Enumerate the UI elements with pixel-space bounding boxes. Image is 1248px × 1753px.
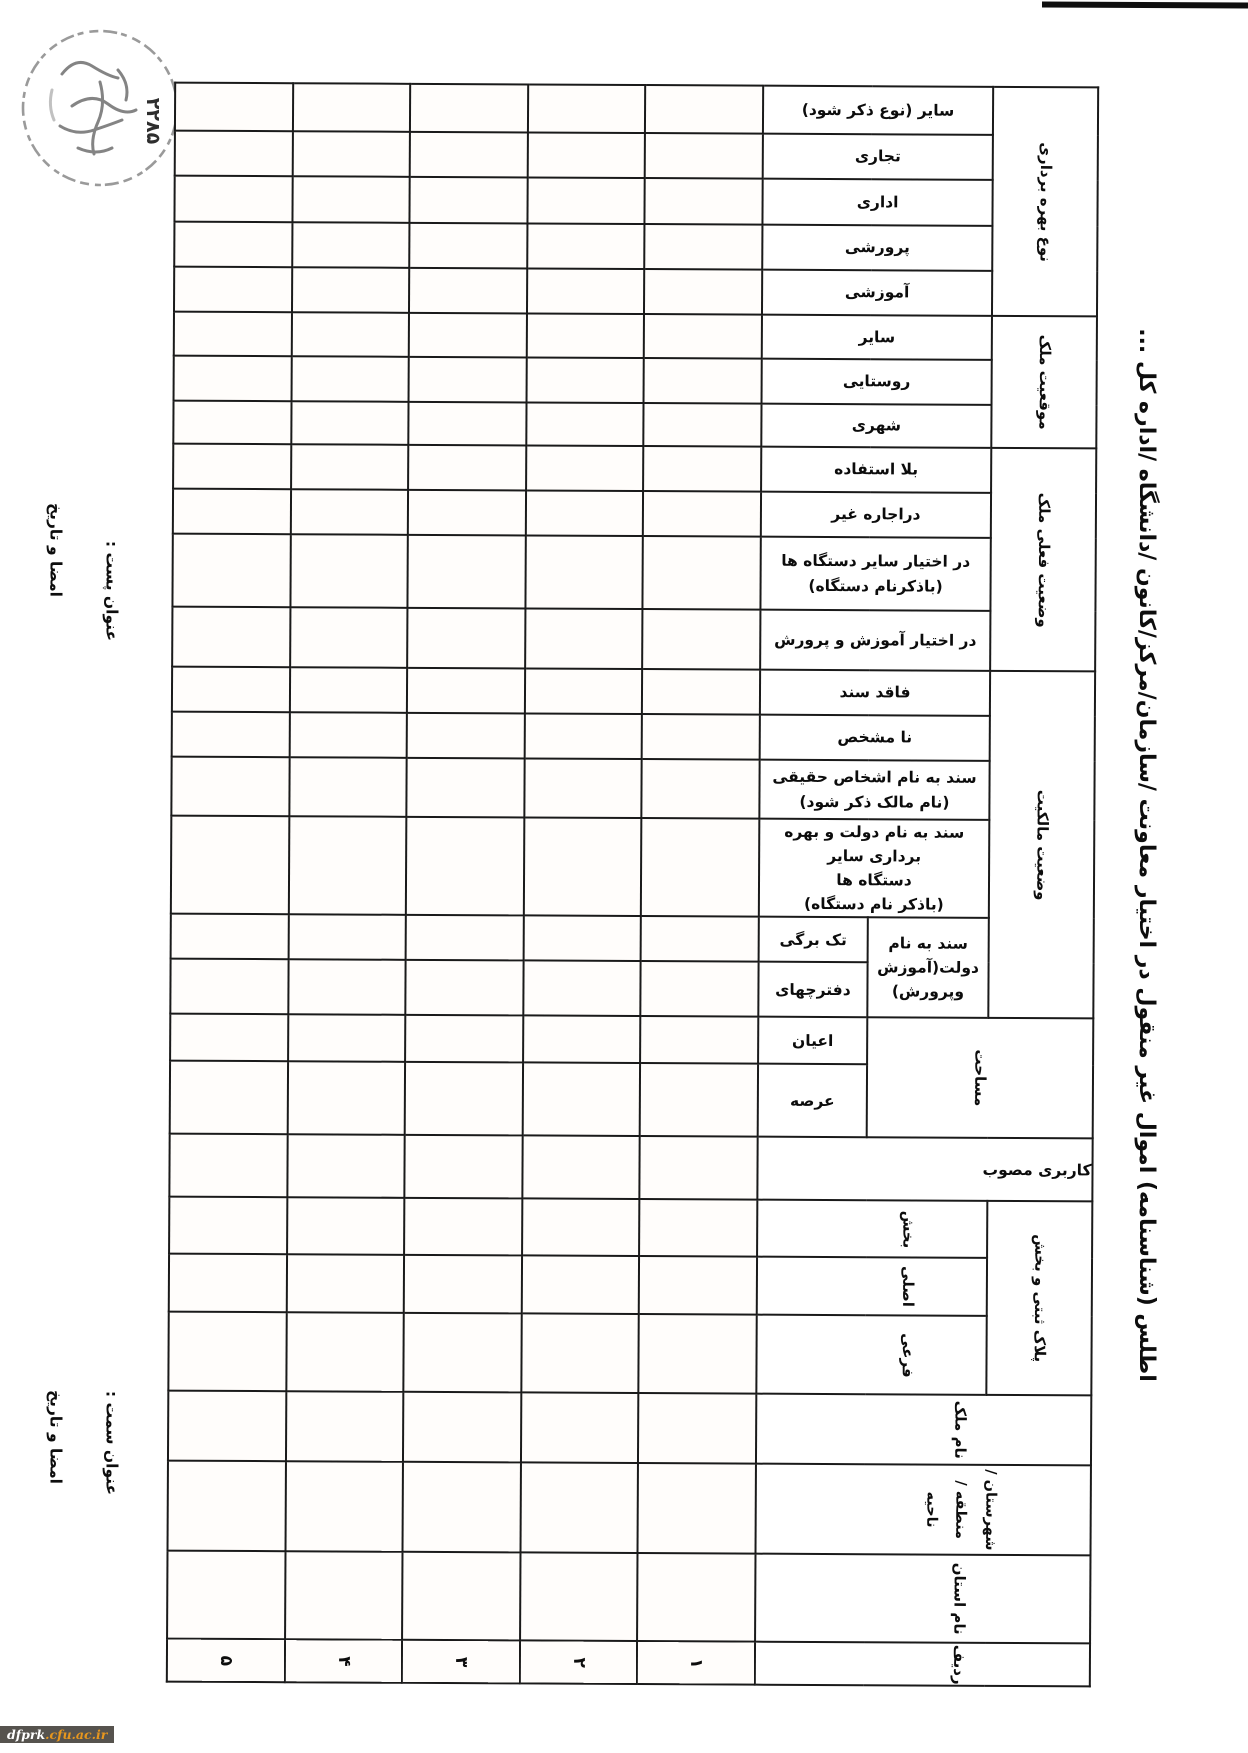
label-usage-commercial bbox=[763, 134, 993, 180]
data-cell bbox=[292, 176, 409, 223]
data-cell bbox=[405, 1062, 523, 1136]
watermark bbox=[0, 1726, 114, 1743]
row-location-urban bbox=[173, 401, 1096, 449]
data-cell bbox=[408, 445, 526, 491]
data-cell bbox=[286, 1391, 403, 1462]
data-cell bbox=[645, 133, 763, 179]
label-text: سند به نام اشخاص حقیقی (نام مالک ذکر شود) bbox=[772, 768, 977, 812]
data-cell bbox=[522, 1135, 639, 1199]
data-cell bbox=[640, 1063, 758, 1137]
data-cell bbox=[638, 1393, 756, 1464]
row-usage-commercial bbox=[175, 131, 1098, 181]
label-text: سند به نام دولت و بهره برداری سایر دستگاه ها (باذکر نام دستگاه) bbox=[784, 822, 965, 914]
group-label-text: وضعیت فعلی ملک bbox=[1034, 492, 1053, 628]
data-cell bbox=[407, 668, 525, 714]
row-approved-use bbox=[169, 1134, 1092, 1202]
label-location-rural bbox=[762, 359, 992, 405]
data-cell bbox=[520, 1552, 637, 1641]
data-cell bbox=[168, 1391, 286, 1462]
label-text: فرعی bbox=[898, 1332, 917, 1378]
data-cell bbox=[526, 402, 643, 446]
label-text: بلا استفاده bbox=[834, 460, 919, 479]
row-province bbox=[167, 1551, 1090, 1644]
data-cell bbox=[293, 83, 410, 132]
data-cell bbox=[404, 1135, 522, 1199]
label-status-other-agencies bbox=[760, 537, 990, 611]
data-cell bbox=[172, 607, 290, 668]
row-location-rural bbox=[174, 356, 1097, 406]
label-usage-administrative bbox=[762, 179, 992, 226]
label-property-name bbox=[756, 1394, 1091, 1466]
label-text: در اختیار آموزش و پرورش bbox=[774, 630, 977, 650]
row-number: ۵ bbox=[216, 1655, 237, 1666]
data-cell bbox=[289, 816, 407, 915]
data-cell bbox=[169, 1254, 287, 1313]
data-cell bbox=[644, 224, 762, 270]
data-cell bbox=[409, 357, 527, 403]
label-text: اداری bbox=[856, 193, 899, 212]
row-status-unused bbox=[173, 444, 1096, 494]
approver-sign-text: امضا و تاریخ bbox=[46, 503, 65, 597]
data-cell bbox=[288, 959, 405, 1015]
data-cell bbox=[291, 401, 408, 445]
label-text: بخش bbox=[899, 1210, 918, 1248]
data-cell bbox=[175, 83, 293, 132]
data-cell bbox=[524, 758, 641, 818]
group-location bbox=[991, 316, 1097, 449]
row-number: ۳ bbox=[451, 1656, 472, 1667]
label-text: اصلی bbox=[899, 1265, 918, 1308]
data-cell bbox=[527, 313, 644, 358]
group-label-text: پلاک ثبتی و بخش bbox=[1030, 1234, 1049, 1363]
data-cell bbox=[287, 1197, 404, 1255]
data-cell bbox=[522, 1198, 639, 1256]
data-cell bbox=[290, 712, 407, 758]
preparer-post-text: عنوان سمت : bbox=[102, 1390, 121, 1495]
data-cell bbox=[410, 84, 528, 133]
data-cell bbox=[289, 757, 406, 817]
data-cell bbox=[641, 759, 759, 819]
label-usage-pedagogical bbox=[762, 225, 992, 271]
data-cell bbox=[174, 356, 292, 402]
data-cell bbox=[527, 223, 644, 269]
data-cell bbox=[170, 1014, 288, 1062]
data-cell bbox=[167, 1551, 285, 1640]
group-label-text: وضعیت مالکیت bbox=[1032, 789, 1052, 901]
data-cell bbox=[174, 176, 292, 223]
data-cell bbox=[402, 1552, 520, 1641]
row-number: ۱ bbox=[686, 1657, 707, 1669]
row-usage-other bbox=[175, 83, 1098, 136]
data-cell bbox=[293, 131, 410, 177]
data-cell bbox=[640, 961, 758, 1017]
data-cell bbox=[526, 490, 643, 536]
data-cell bbox=[291, 444, 408, 490]
data-cell bbox=[639, 1199, 757, 1257]
data-cell bbox=[173, 444, 291, 490]
data-cell bbox=[409, 177, 527, 224]
data-cell bbox=[403, 1462, 521, 1553]
data-cell bbox=[169, 1134, 287, 1198]
data-cell bbox=[637, 1463, 755, 1554]
label-usage-educational bbox=[762, 270, 992, 316]
data-cell bbox=[286, 1312, 403, 1392]
data-cell bbox=[290, 534, 407, 608]
data-cell bbox=[171, 914, 289, 960]
row-number: ۲ bbox=[568, 1657, 589, 1668]
data-cell bbox=[292, 222, 409, 268]
label-text: سند به نام دولت(آموزش وپرورش) bbox=[877, 934, 980, 1001]
data-cell bbox=[406, 758, 524, 818]
row-property-name bbox=[168, 1391, 1091, 1466]
data-cell bbox=[643, 446, 761, 492]
row-ownership-single-sheet bbox=[171, 914, 1094, 964]
preparer-post-label bbox=[96, 1390, 126, 1495]
data-cell bbox=[403, 1392, 521, 1463]
label-text: سایر bbox=[858, 328, 896, 347]
data-cell bbox=[525, 713, 642, 759]
group-area bbox=[867, 1017, 1094, 1138]
data-cell bbox=[524, 915, 641, 961]
label-plate-bakhsh bbox=[757, 1200, 987, 1258]
data-cell bbox=[641, 916, 759, 962]
data-cell bbox=[643, 491, 761, 537]
approver-post-text: عنوان پست : bbox=[102, 540, 121, 641]
data-cell bbox=[408, 402, 526, 446]
label-text: سایر (نوع ذکر شود) bbox=[801, 100, 955, 120]
data-cell bbox=[527, 177, 644, 224]
label-text: شهری bbox=[851, 416, 902, 435]
label-usage-other bbox=[763, 86, 993, 135]
data-cell bbox=[168, 1312, 286, 1392]
label-text: شهرستان / منطقه / ناحیه bbox=[922, 1469, 999, 1551]
label-approved-use bbox=[757, 1137, 1092, 1202]
data-cell bbox=[644, 358, 762, 404]
group-current-status bbox=[990, 448, 1096, 672]
stamp-number-text: ۲۲۸۵ bbox=[142, 97, 165, 145]
label-text: در اختیار سایر دستگاه ها (باذکرنام دستگاه) bbox=[781, 552, 971, 596]
row-plate-bakhsh bbox=[169, 1197, 1092, 1259]
data-cell bbox=[525, 535, 642, 609]
data-cell bbox=[521, 1392, 638, 1463]
group-label-text: موقعیت ملک bbox=[1035, 334, 1054, 430]
label-text: اعیان bbox=[791, 1031, 834, 1050]
row-ownership-real-persons bbox=[171, 757, 1094, 821]
data-cell bbox=[639, 1256, 757, 1315]
preparer-sign-label bbox=[40, 1378, 70, 1496]
data-cell bbox=[641, 818, 760, 917]
label-text: آموزشی bbox=[844, 283, 910, 302]
label-text: روستایی bbox=[842, 372, 911, 391]
data-cell bbox=[638, 1314, 756, 1394]
row-number-cell bbox=[637, 1641, 755, 1685]
data-cell bbox=[523, 960, 640, 1016]
row-status-leased bbox=[173, 489, 1096, 539]
data-cell bbox=[287, 1254, 404, 1313]
approver-sign-label bbox=[40, 465, 70, 635]
data-cell bbox=[170, 1061, 288, 1135]
data-cell bbox=[288, 1014, 405, 1062]
data-cell bbox=[410, 132, 528, 178]
label-text: تک برگی bbox=[779, 930, 847, 949]
data-cell bbox=[525, 608, 642, 669]
label-text: نام ملک bbox=[950, 1400, 970, 1459]
data-cell bbox=[406, 915, 524, 961]
data-cell bbox=[288, 1061, 405, 1135]
label-text: ردیف bbox=[949, 1644, 968, 1685]
row-number-cell bbox=[520, 1640, 637, 1684]
label-text: نام استان bbox=[949, 1562, 969, 1635]
data-cell bbox=[172, 534, 290, 608]
data-cell bbox=[287, 1134, 404, 1198]
data-cell bbox=[169, 1197, 287, 1255]
data-cell bbox=[291, 489, 408, 535]
data-cell bbox=[290, 667, 407, 713]
data-cell bbox=[528, 132, 645, 178]
label-row-index bbox=[755, 1642, 1090, 1687]
row-ownership-no-deed bbox=[172, 667, 1095, 717]
row-status-education bbox=[172, 607, 1095, 672]
label-ownership-booklet bbox=[758, 962, 867, 1018]
row-usage-administrative bbox=[174, 176, 1097, 227]
data-cell bbox=[292, 312, 409, 357]
data-cell bbox=[175, 131, 293, 177]
data-cell bbox=[521, 1313, 638, 1393]
data-cell bbox=[642, 714, 760, 760]
data-cell bbox=[174, 312, 292, 357]
scan-edge-artifact bbox=[1042, 2, 1248, 9]
data-cell bbox=[644, 178, 762, 225]
data-cell bbox=[404, 1255, 522, 1314]
row-ownership-gov-other bbox=[171, 816, 1095, 919]
label-area-ayan bbox=[758, 1017, 867, 1065]
data-cell bbox=[405, 1015, 523, 1063]
label-ownership-real-persons bbox=[759, 760, 989, 820]
data-cell bbox=[637, 1553, 755, 1642]
data-cell bbox=[645, 85, 763, 134]
data-cell bbox=[174, 267, 292, 313]
label-text: تجاری bbox=[854, 147, 901, 166]
data-cell bbox=[640, 1016, 758, 1064]
data-cell bbox=[642, 609, 760, 670]
data-cell bbox=[286, 1461, 403, 1552]
label-province bbox=[755, 1554, 1090, 1644]
label-plate-asli bbox=[757, 1257, 987, 1316]
data-cell bbox=[523, 1015, 640, 1063]
watermark-suffix: .cfu.ac.ir bbox=[45, 1727, 108, 1742]
group-ownership bbox=[988, 671, 1095, 1019]
data-cell bbox=[405, 960, 523, 1016]
row-number-cell bbox=[402, 1640, 520, 1684]
data-cell bbox=[404, 1198, 522, 1256]
data-cell bbox=[170, 959, 288, 1015]
row-status-other-agencies bbox=[172, 534, 1095, 612]
data-cell bbox=[522, 1255, 639, 1314]
row-usage-pedagogical bbox=[174, 222, 1097, 272]
label-county bbox=[755, 1464, 1090, 1556]
data-cell bbox=[290, 607, 407, 668]
row-number-cell bbox=[167, 1639, 285, 1683]
data-cell bbox=[407, 713, 525, 759]
label-text: کاربری مصوب bbox=[982, 1160, 1092, 1179]
row-index bbox=[167, 1639, 1090, 1687]
label-text: دراجاره غیر bbox=[831, 505, 921, 524]
row-location-other bbox=[174, 312, 1097, 361]
data-cell bbox=[527, 268, 644, 314]
data-cell bbox=[406, 817, 525, 916]
preparer-sign-text: امضا و تاریخ bbox=[46, 1390, 65, 1484]
label-text: عرصه bbox=[790, 1091, 835, 1110]
row-usage-educational bbox=[174, 267, 1097, 317]
data-cell bbox=[174, 222, 292, 268]
page-title bbox=[1104, 328, 1188, 1382]
row-number: ۴ bbox=[333, 1655, 354, 1667]
group-plate bbox=[986, 1201, 1092, 1396]
data-cell bbox=[642, 669, 760, 715]
label-ownership-gov-other bbox=[759, 819, 990, 918]
data-cell bbox=[168, 1461, 286, 1552]
label-status-education bbox=[760, 610, 990, 671]
label-ownership-unknown bbox=[760, 715, 990, 761]
data-cell bbox=[525, 668, 642, 714]
property-atlas-table bbox=[166, 82, 1099, 1688]
data-cell bbox=[409, 313, 527, 358]
label-area-arseh bbox=[758, 1064, 867, 1138]
data-cell bbox=[171, 757, 289, 817]
label-text: فاقد سند bbox=[839, 683, 911, 702]
data-cell bbox=[292, 267, 409, 313]
data-cell bbox=[524, 817, 642, 916]
data-cell bbox=[172, 712, 290, 758]
label-location-urban bbox=[761, 404, 991, 448]
data-cell bbox=[409, 268, 527, 314]
row-county bbox=[168, 1461, 1091, 1556]
data-cell bbox=[172, 667, 290, 713]
label-ownership-gov-education bbox=[867, 917, 989, 1018]
label-status-unused bbox=[761, 447, 991, 493]
data-cell bbox=[639, 1136, 757, 1200]
data-cell bbox=[407, 608, 525, 669]
label-text: دفترچهای bbox=[775, 980, 851, 999]
data-cell bbox=[292, 356, 409, 402]
label-ownership-single-sheet bbox=[759, 917, 868, 963]
data-cell bbox=[171, 816, 290, 915]
data-cell bbox=[526, 445, 643, 491]
row-ownership-unknown bbox=[172, 712, 1095, 762]
data-cell bbox=[528, 84, 645, 133]
data-cell bbox=[644, 314, 762, 359]
data-cell bbox=[644, 269, 762, 315]
page-title-text: اطلس (شناسنامه) اموال غیر منقول در اختیار معاونت /سازمان/مرکز/کانون /دانشگاه /اداره کل ... bbox=[1133, 328, 1159, 1382]
label-text: پرورشی bbox=[844, 238, 910, 257]
label-status-leased bbox=[761, 492, 991, 538]
data-cell bbox=[407, 535, 525, 609]
data-cell bbox=[527, 357, 644, 403]
row-plate-farei bbox=[168, 1312, 1091, 1396]
group-label-text: نوع بهره برداری bbox=[1036, 141, 1055, 262]
data-cell bbox=[643, 403, 761, 447]
watermark-prefix: dfprk bbox=[7, 1727, 46, 1742]
row-number-cell bbox=[285, 1639, 402, 1683]
data-cell bbox=[403, 1313, 521, 1393]
data-cell bbox=[523, 1062, 640, 1136]
label-text: نا مشخص bbox=[837, 728, 913, 747]
group-label-text: مساحت bbox=[971, 1049, 990, 1107]
row-plate-asli bbox=[169, 1254, 1092, 1317]
label-location-other bbox=[762, 315, 992, 360]
data-cell bbox=[285, 1551, 402, 1640]
group-usage-type bbox=[992, 87, 1098, 317]
data-cell bbox=[642, 536, 760, 610]
data-cell bbox=[289, 914, 406, 960]
label-ownership-no-deed bbox=[760, 670, 990, 716]
row-area-ayan bbox=[170, 1014, 1093, 1066]
data-cell bbox=[408, 490, 526, 536]
data-cell bbox=[521, 1462, 638, 1553]
label-plate-farei bbox=[756, 1315, 986, 1395]
approver-post-label bbox=[96, 498, 126, 683]
data-cell bbox=[173, 401, 291, 445]
stamp-number bbox=[138, 96, 168, 146]
data-cell bbox=[409, 223, 527, 269]
data-cell bbox=[173, 489, 291, 535]
